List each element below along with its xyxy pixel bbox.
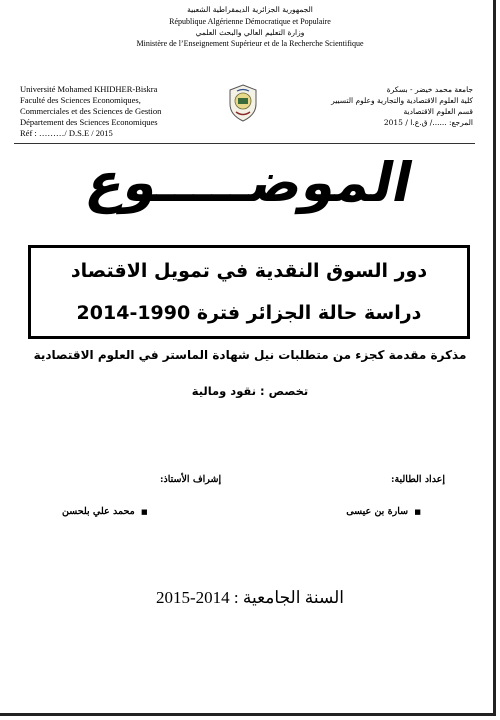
- thesis-title-line-1: دور السوق النقدية في تمويل الاقتصاد: [70, 260, 428, 282]
- institution-info-french: [20, 84, 161, 139]
- student-name: سارة بن عيسى: [346, 506, 409, 517]
- ministry-french: Ministère de l’Enseignement Supérieur et de la Recherche Scientifique: [136, 39, 364, 48]
- republic-french: République Algérienne Démocratique et Populaire: [169, 17, 331, 26]
- institution-info-arabic: [331, 84, 473, 128]
- university-name-ar: جامعة محمد خيضر - بسكرة: [386, 85, 473, 94]
- supervisor-name: محمد علي بلحسن: [62, 506, 135, 517]
- faculty-line-1-fr: Faculté des Sciences Economiques,: [20, 95, 141, 105]
- memo-description: مذكرة مقدمة كجزء من متطلبات نيل شهادة الماستر في العلوم الاقتصادية: [33, 348, 467, 362]
- department-ar: قسم العلوم الاقتصادية: [403, 107, 473, 116]
- topic-heading: الموضـــــوع: [81, 151, 419, 214]
- reference-fr: Réf : ………/ D.S.E / 2015: [20, 128, 113, 138]
- specialty-line: تخصص : نقود ومالية: [191, 384, 309, 398]
- university-name-fr: Université Mohamed KHIDHER-Biskra: [20, 84, 158, 94]
- department-fr: Département des Sciences Economiques: [20, 117, 158, 127]
- university-logo-icon: [229, 84, 257, 122]
- bullet-square-icon: ■: [141, 507, 148, 516]
- reference-ar: المرجع: ....../ ق.ع.ا / 2015: [383, 118, 473, 127]
- academic-year: السنة الجامعية : 2014-2015: [155, 588, 345, 607]
- faculty-line-2-fr: Commerciales et des Sciences de Gestion: [20, 106, 162, 116]
- supervisor-name-line: [62, 506, 148, 517]
- student-name-line: [346, 506, 421, 517]
- ministry-arabic: وزارة التعليم العالي والبحث العلمي: [195, 28, 305, 37]
- faculty-ar: كلية العلوم الاقتصادية والتجارية وعلوم التسيير: [331, 96, 473, 105]
- supervisor-label: إشراف الأستاذ:: [160, 474, 222, 485]
- thesis-title-box: [28, 245, 470, 339]
- prepared-by-label: إعداد الطالبة:: [390, 474, 445, 485]
- header-divider: [14, 143, 475, 144]
- bullet-square-icon: ■: [414, 507, 421, 516]
- republic-arabic: الجمهورية الجزائرية الديمقراطية الشعبية: [187, 5, 313, 14]
- thesis-title-line-2: دراسة حالة الجزائر فترة 1990-2014: [76, 302, 422, 324]
